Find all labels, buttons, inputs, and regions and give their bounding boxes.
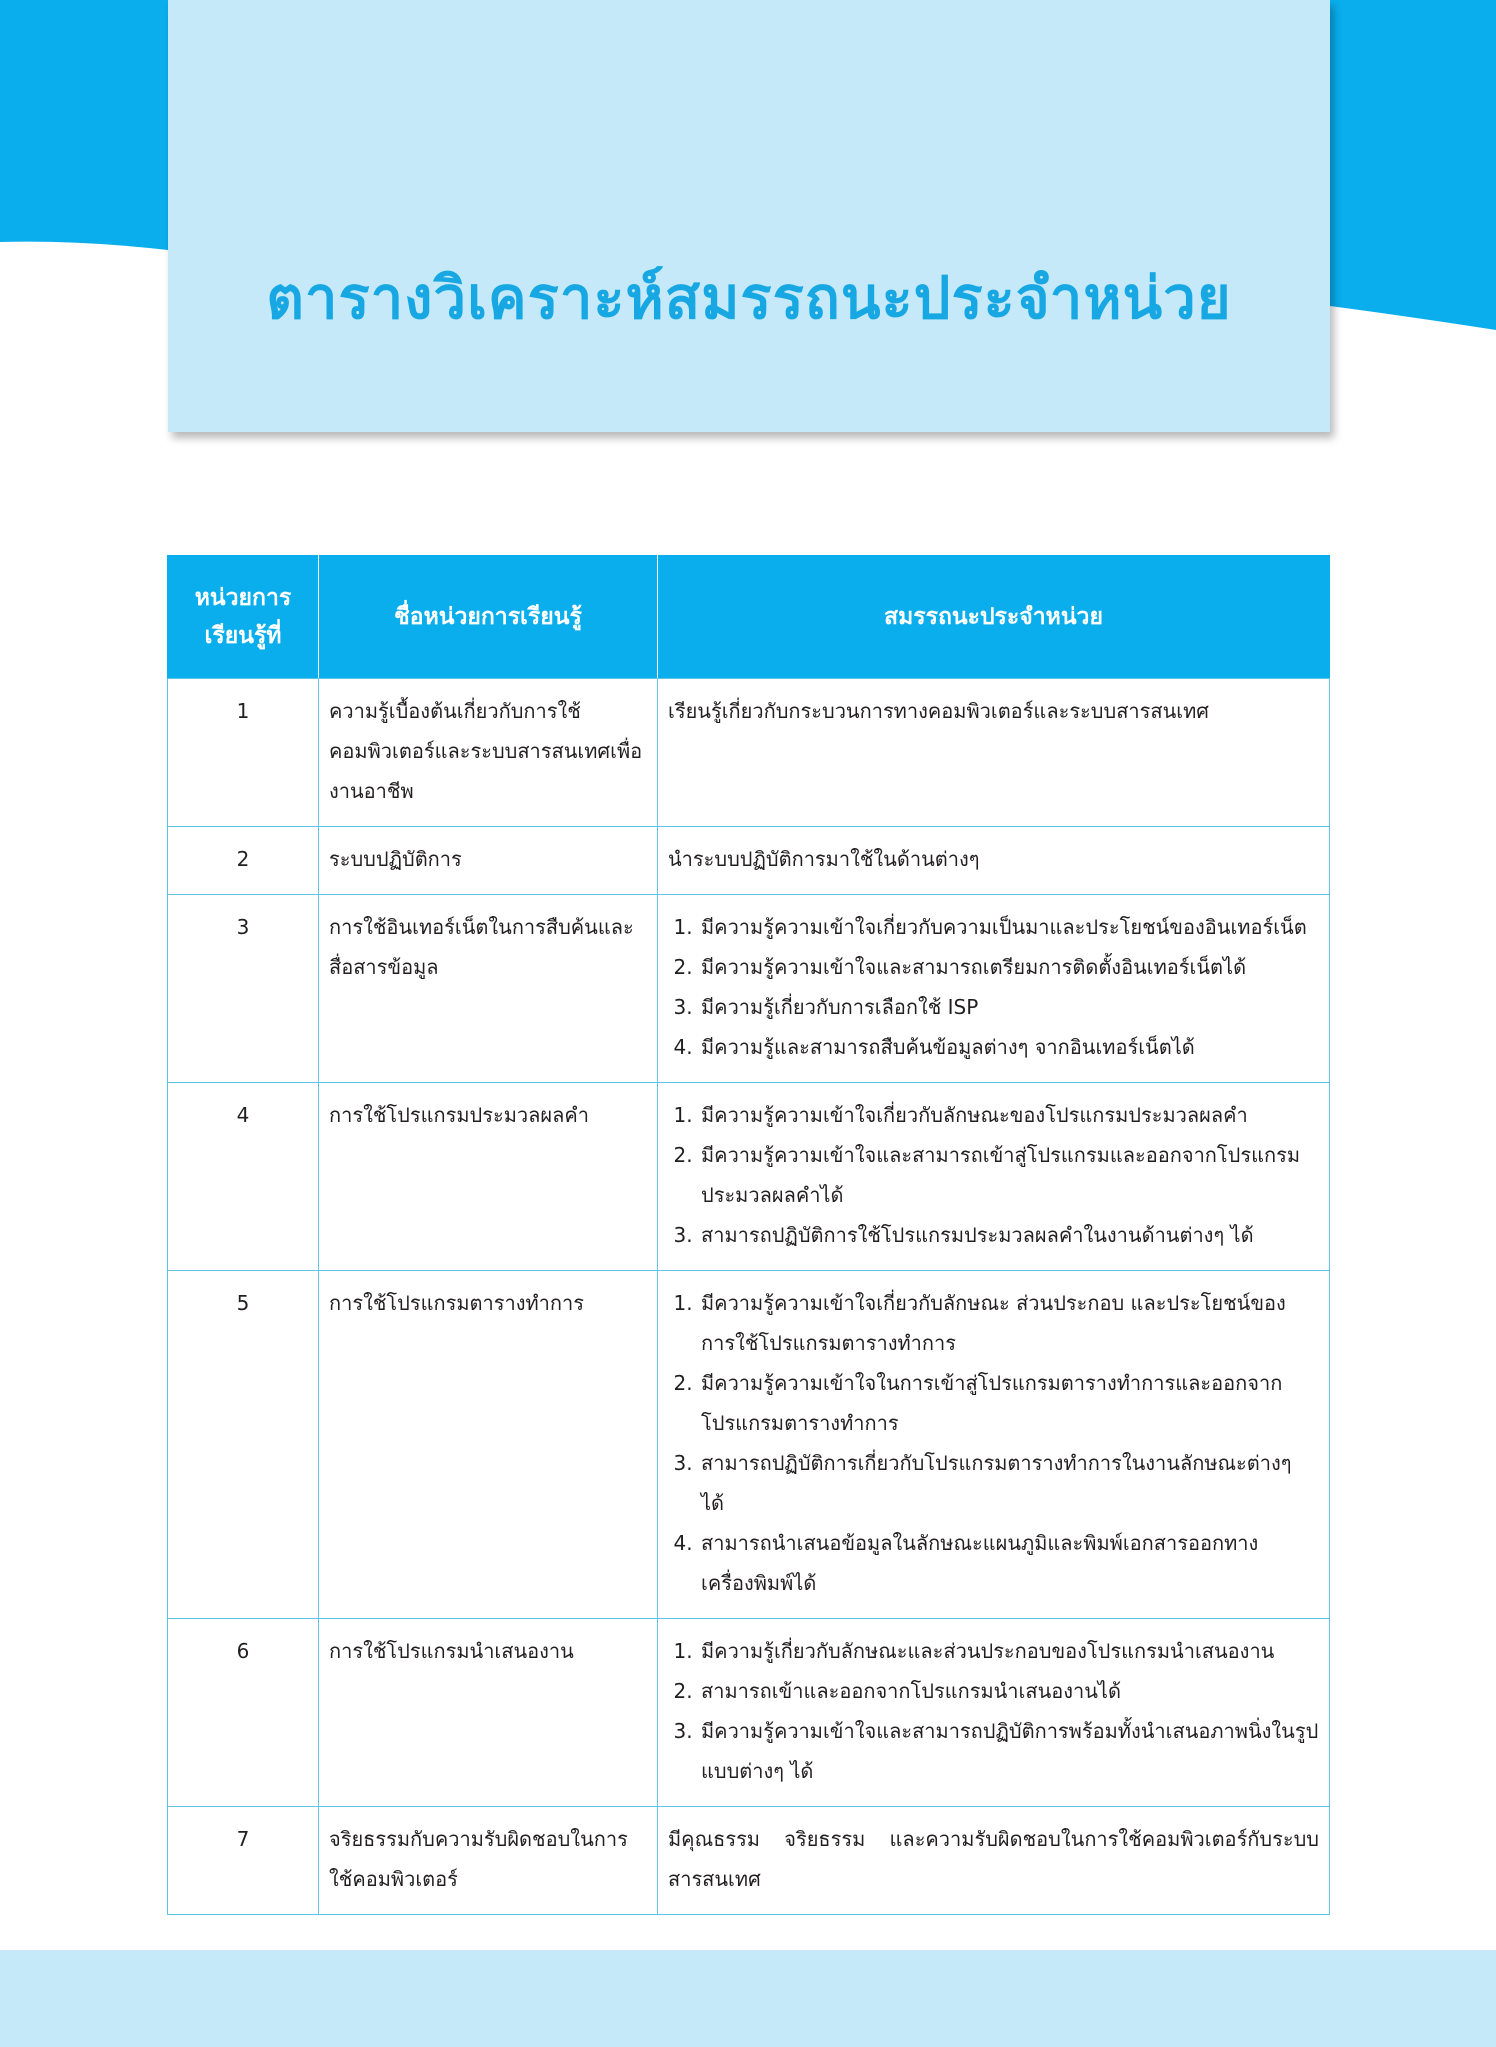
footer-band [0, 1950, 1496, 2047]
competency-item: 3. มีความรู้เกี่ยวกับการเลือกใช้ ISP [699, 987, 1319, 1027]
unit-number: 2 [168, 827, 319, 895]
competency-item: 2. มีความรู้ความเข้าใจและสามารถเตรียมการติดตั้งอินเทอร์เน็ตได้ [699, 947, 1319, 987]
unit-competency: นำระบบปฏิบัติการมาใช้ในด้านต่างๆ [658, 827, 1330, 895]
unit-name: ความรู้เบื้องต้นเกี่ยวกับการใช้คอมพิวเตอร์และระบบสารสนเทศเพื่องานอาชีพ [319, 679, 658, 827]
page-title: ตารางวิเคราะห์สมรรถนะประจำหน่วย [266, 264, 1232, 332]
table-row [168, 1083, 1330, 1271]
competency-list [668, 1631, 1319, 1791]
unit-name: การใช้โปรแกรมนำเสนองาน [319, 1619, 658, 1807]
competency-item: 1. มีความรู้ความเข้าใจเกี่ยวกับลักษณะ ส่วนประกอบ และประโยชน์ของการใช้โปรแกรมตารางทำการ [699, 1283, 1319, 1363]
competency-item: 2. มีความรู้ความเข้าใจในการเข้าสู่โปรแกรมตารางทำการและออกจากโปรแกรมตารางทำการ [699, 1363, 1319, 1443]
competency-item: 2. มีความรู้ความเข้าใจและสามารถเข้าสู่โปรแกรมและออกจากโปรแกรมประมวลผลคำได้ [699, 1135, 1319, 1215]
unit-competency [658, 1271, 1330, 1619]
competency-item: 1. มีความรู้ความเข้าใจเกี่ยวกับความเป็นมาและประโยชน์ของอินเทอร์เน็ต [699, 907, 1319, 947]
competency-list [668, 907, 1319, 1067]
unit-number: 5 [168, 1271, 319, 1619]
table-row [168, 827, 1330, 895]
unit-name: ระบบปฏิบัติการ [319, 827, 658, 895]
competency-item: 1. มีความรู้ความเข้าใจเกี่ยวกับลักษณะของโปรแกรมประมวลผลคำ [699, 1095, 1319, 1135]
unit-name: จริยธรรมกับความรับผิดชอบในการใช้คอมพิวเตอร์ [319, 1807, 658, 1915]
competency-item: 1. มีความรู้เกี่ยวกับลักษณะและส่วนประกอบของโปรแกรมนำเสนองาน [699, 1631, 1319, 1671]
header-unit-name: ชื่อหน่วยการเรียนรู้ [319, 556, 658, 679]
competency-list [668, 1283, 1319, 1603]
table-row [168, 679, 1330, 827]
unit-competency: เรียนรู้เกี่ยวกับกระบวนการทางคอมพิวเตอร์และระบบสารสนเทศ [658, 679, 1330, 827]
unit-name: การใช้อินเทอร์เน็ตในการสืบค้นและสื่อสารข้อมูล [319, 895, 658, 1083]
header-competency: สมรรถนะประจำหน่วย [658, 556, 1330, 679]
competency-item: 4. สามารถนำเสนอข้อมูลในลักษณะแผนภูมิและพิมพ์เอกสารออกทางเครื่องพิมพ์ได้ [699, 1523, 1319, 1603]
table-row [168, 1271, 1330, 1619]
table-header-row [168, 556, 1330, 679]
competency-item: 3. มีความรู้ความเข้าใจและสามารถปฏิบัติการพร้อมทั้งนำเสนอภาพนิ่งในรูปแบบต่างๆ ได้ [699, 1711, 1319, 1791]
table-row [168, 895, 1330, 1083]
unit-number: 4 [168, 1083, 319, 1271]
unit-competency [658, 1083, 1330, 1271]
unit-number: 6 [168, 1619, 319, 1807]
table-row [168, 1619, 1330, 1807]
competency-item: 3. สามารถปฏิบัติการใช้โปรแกรมประมวลผลคำในงานด้านต่างๆ ได้ [699, 1215, 1319, 1255]
unit-number: 3 [168, 895, 319, 1083]
header-unit-number: หน่วยการ เรียนรู้ที่ [168, 556, 319, 679]
unit-number: 1 [168, 679, 319, 827]
competency-item: 4. มีความรู้และสามารถสืบค้นข้อมูลต่างๆ จากอินเทอร์เน็ตได้ [699, 1027, 1319, 1067]
title-panel [168, 0, 1330, 432]
competency-item: 3. สามารถปฏิบัติการเกี่ยวกับโปรแกรมตารางทำการในงานลักษณะต่างๆ ได้ [699, 1443, 1319, 1523]
unit-competency [658, 1619, 1330, 1807]
unit-name: การใช้โปรแกรมประมวลผลคำ [319, 1083, 658, 1271]
competency-table [167, 555, 1330, 1915]
unit-competency: มีคุณธรรม จริยธรรม และความรับผิดชอบในการใช้คอมพิวเตอร์กับระบบสารสนเทศ [658, 1807, 1330, 1915]
unit-name: การใช้โปรแกรมตารางทำการ [319, 1271, 658, 1619]
competency-list [668, 1095, 1319, 1255]
competency-item: 2. สามารถเข้าและออกจากโปรแกรมนำเสนองานได้ [699, 1671, 1319, 1711]
table-row [168, 1807, 1330, 1915]
unit-number: 7 [168, 1807, 319, 1915]
unit-competency [658, 895, 1330, 1083]
